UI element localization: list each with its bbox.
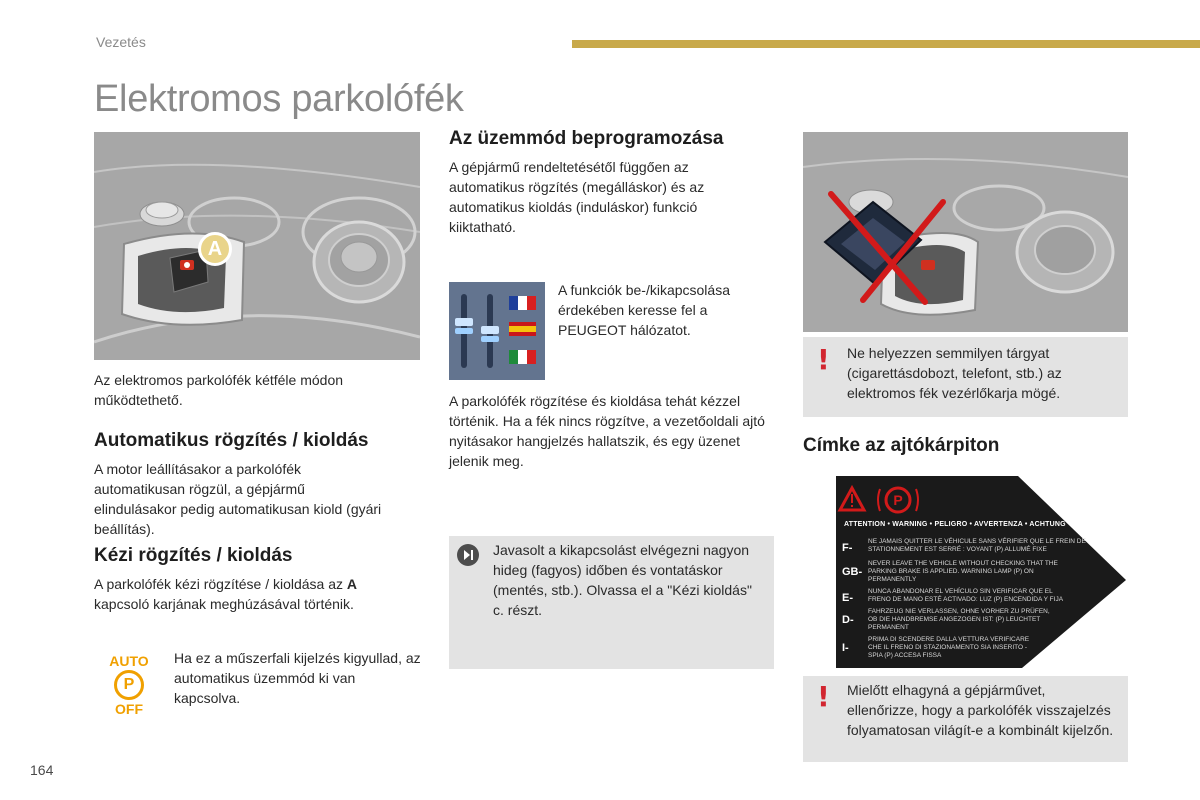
label-lang-e: E- [842, 592, 853, 604]
label-line: STATIONNEMENT EST SERRÉ : VOYANT (P) ALLUMÉ FIXE [868, 546, 1047, 553]
programming-intro: A gépjármű rendeltetésétől függően az automatikus rögzítés (megálláskor) és az automatikus kioldás (induláskor) funkció kiiktatható. [449, 159, 705, 235]
auto-off-parking-brake-icon [104, 654, 154, 718]
console-illustration [94, 132, 420, 360]
exclamation-icon: ! [817, 343, 830, 376]
label-lang-d: D- [842, 614, 854, 626]
auto-off-p-circle [114, 670, 144, 700]
manual-text [94, 574, 404, 614]
label-line: NUNCA ABANDONAR EL VEHÍCULO SIN VERIFICAR QUE EL [868, 588, 1053, 595]
label-headline: ATTENTION • WARNING • PELIGRO • AVVERTENZA • ACHTUNG [844, 521, 1066, 528]
section-label: Vezetés [96, 34, 146, 50]
label-line: PERMANENT [868, 624, 909, 631]
blocked-console-illustration [803, 132, 1128, 332]
warning-objects-text: Ne helyezzen semmilyen tárgyat (cigarettásdobozt, telefont, stb.) az elektromos fék vezérlőkarja mögé. [847, 345, 1062, 401]
auto-off-bottom-text: OFF [115, 701, 143, 717]
header-accent-bar [572, 40, 1200, 48]
programming-heading: Az üzemmód beprogramozása [449, 128, 724, 149]
door-label-heading: Címke az ajtókárpiton [803, 435, 1000, 456]
network-icon-graphic [449, 282, 545, 380]
callout-a-badge [198, 232, 232, 266]
label-line: NEVER LEAVE THE VEHICLE WITHOUT CHECKING THAT THE [868, 560, 1058, 567]
label-line: PERMANENTLY [868, 576, 917, 583]
warning-box-objects [803, 337, 1128, 417]
label-line: FRENO DE MANO ESTÉ ACTIVADO: LUZ (P) ENCENDIDA Y FIJA [868, 596, 1064, 603]
auto-off-top-text: AUTO [109, 653, 149, 669]
skip-next-glyph [457, 544, 479, 566]
tip-text: Javasolt a kikapcsolást elvégezni nagyon hideg (fagyos) időben és vontatáskor (mentés, stb.). Olvassa el a "Kézi kioldás" c. részt. [493, 542, 752, 618]
label-line: NE JAMAIS QUITTER LE VÉHICULE SANS VÉRIFIER QUE LE FREIN DE [868, 538, 1086, 545]
manual-text-part1: A parkolófék kézi rögzítése / kioldása az [94, 576, 347, 592]
auto-off-p-letter: P [123, 676, 135, 693]
warning-box-check-indicator [803, 676, 1128, 762]
callout-a-label: A [207, 237, 223, 260]
label-line: OB DIE HANDBREMSE ANGEZOGEN IST: (P) LEUCHTET [868, 616, 1041, 623]
label-line: PRIMA DI SCENDERE DALLA VETTURA VERIFICARE [868, 636, 1030, 643]
manual-text-switch-ref: A [346, 576, 358, 592]
page-number: 164 [30, 762, 54, 778]
auto-text: A motor leállításakor a parkolófék automatikusan rögzül, a gépjármű elindulásakor pedig automatikusan kiold (gyári beállítás). [94, 461, 382, 537]
auto-off-text: Ha ez a műszerfali kijelzés kigyullad, az automatikus üzemmód ki van kapcsolva. [174, 650, 421, 706]
warning-indicator-text: Mielőtt elhagyná a gépjárművet, ellenőrizze, hogy a parkolófék visszajelzés folyamatosan világít-e a kombinált kijelzőn. [847, 682, 1114, 738]
exclamation-icon: ! [817, 680, 830, 713]
manual-text-part2: kapcsoló karjának meghúzásával történik. [94, 596, 354, 612]
tip-box [449, 536, 774, 669]
label-line: SPIA (P) ACCESA FISSA [868, 652, 942, 659]
label-line: FAHRZEUG NIE VERLASSEN, OHNE VORHER ZU PRÜFEN, [868, 608, 1050, 615]
manual-operation-note: A parkolófék rögzítése és kioldása tehát kézzel történik. Ha a fék nincs rögzítve, a vezetőoldali ajtó nyitásakor hangjelzés hallatszik, és egy üzenet jelenik meg. [449, 393, 765, 469]
network-text: A funkciók be-/kikapcsolása érdekében keresse fel a PEUGEOT hálózatot. [558, 282, 730, 338]
page-title: Elektromos parkolófék [94, 78, 464, 120]
manual-heading: Kézi rögzítés / kioldás [94, 545, 293, 566]
peugeot-network-icon [449, 282, 545, 380]
parking-brake-switch-photo [94, 132, 420, 360]
blocked-switch-photo [803, 132, 1128, 332]
label-line: CHE IL FRENO DI STAZIONAMENTO SIA INSERITO - [868, 644, 1028, 651]
skip-next-icon [457, 544, 479, 566]
photo-caption: Az elektromos parkolófék kétféle módon működtethető. [94, 372, 344, 408]
auto-heading: Automatikus rögzítés / kioldás [94, 430, 369, 451]
svg-text:P: P [893, 492, 903, 508]
label-line: PARKING BRAKE IS APPLIED. WARNING LAMP (P) ON [868, 568, 1034, 575]
label-lang-i: I- [842, 642, 849, 654]
door-warning-label [836, 476, 1126, 668]
label-lang-gb: GB- [842, 566, 863, 578]
label-lang-f: F- [842, 542, 853, 554]
